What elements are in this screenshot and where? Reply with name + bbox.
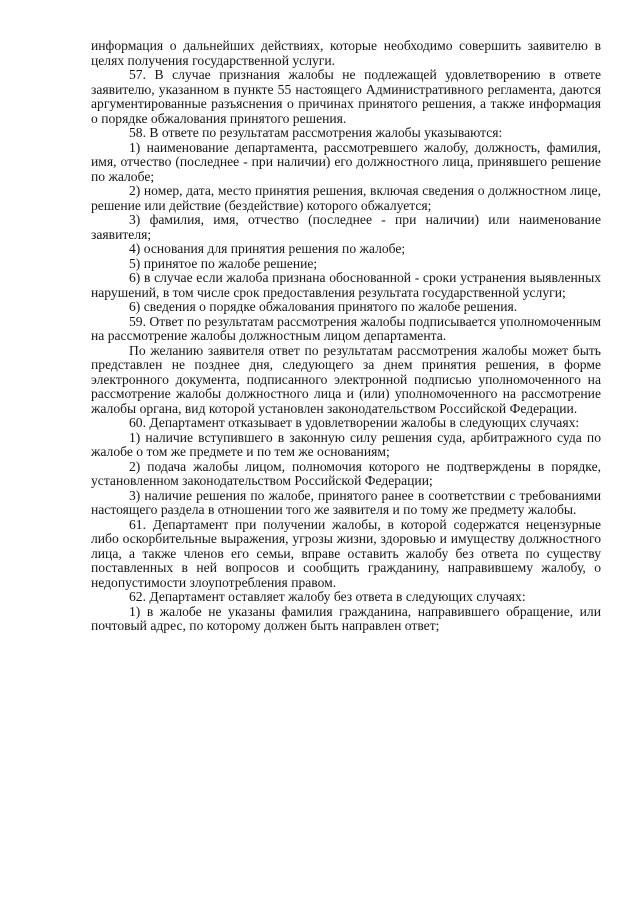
list-item-60-2: 2) подача жалобы лицом, полномочия которого не подтверждены в порядке, установленном законодательством Российской Федерации; (91, 458, 601, 488)
paragraph-59-electronic: По желанию заявителя ответ по результатам рассмотрения жалобы может быть представлен не позднее дня, следующего за днем принятия решения, в форме электронного документа, подписанного электронной подписью уполномоченного на рассмотрение жалобы должностного лица и (или) уполномоченного на рассмотрение жалобы органа, вид которой установлен законодательством Российской Федерации. (91, 342, 601, 416)
document-body (91, 39, 601, 634)
paragraph-58: 58. В ответе по результатам рассмотрения жалобы указываются: (129, 125, 503, 140)
list-item-58-3: 3) фамилия, имя, отчество (последнее - при наличии) или наименование заявителя; (91, 212, 601, 242)
paragraph-59: 59. Ответ по результатам рассмотрения жалобы подписывается уполномоченным на рассмотрение жалобы должностным лицом департамента. (91, 313, 601, 343)
list-item-60-3: 3) наличие решения по жалобе, принятого ранее в соответствии с требованиями настоящего раздела в отношении того же заявителя и по тому же предмету жалобы. (91, 487, 601, 517)
list-item-62-1: 1) в жалобе не указаны фамилия гражданина, направившего обращение, или почтовый адрес, по которому должен быть направлен ответ; (91, 603, 601, 633)
list-item-58-4: 4) основания для принятия решения по жалобе; (129, 241, 406, 256)
list-item-58-1: 1) наименование департамента, рассмотревшего жалобу, должность, фамилия, имя, отчество (последнее - при наличии) его должностного лица, принявшего решение по жалобе; (91, 139, 601, 184)
paragraph-61: 61. Департамент при получении жалобы, в которой содержатся нецензурные либо оскорбительные выражения, угрозы жизни, здоровью и имуществу должностного лица, а также членов его семьи, вправе оставить жалобу без ответа по существу поставленных в ней вопросов и сообщить гражданину, направившему жалобу, о недопустимости злоупотребления правом. (91, 516, 601, 590)
list-item-60-1: 1) наличие вступившего в законную силу решения суда, арбитражного суда по жалобе о том же предмете и по тем же основаниям; (91, 429, 601, 459)
paragraph-60: 60. Департамент отказывает в удовлетворении жалобы в следующих случаях: (129, 415, 580, 430)
list-item-58-5: 5) принятое по жалобе решение; (129, 255, 318, 271)
paragraph-62: 62. Департамент оставляет жалобу без ответа в следующих случаях: (129, 589, 526, 604)
list-item-58-6b: 6) сведения о порядке обжалования принятого по жалобе решения. (129, 299, 518, 314)
list-item-58-2: 2) номер, дата, место принятия решения, включая сведения о должностном лице, решение или действие (бездействие) которого обжалуется; (91, 183, 601, 213)
paragraph-continuation: информация о дальнейших действиях, которые необходимо совершить заявителю в целях получения государственной услуги. (91, 38, 601, 68)
list-item-58-6a: 6) в случае если жалоба признана обоснованной - сроки устранения выявленных нарушений, в том числе срок предоставления результата государственной услуги; (91, 270, 601, 300)
paragraph-57: 57. В случае признания жалобы не подлежащей удовлетворению в ответе заявителю, указанном в пункте 55 настоящего Административного регламента, даются аргументированные разъяснения о причинах принятого решения, а также информация о порядке обжалования принятого решения. (91, 67, 601, 126)
